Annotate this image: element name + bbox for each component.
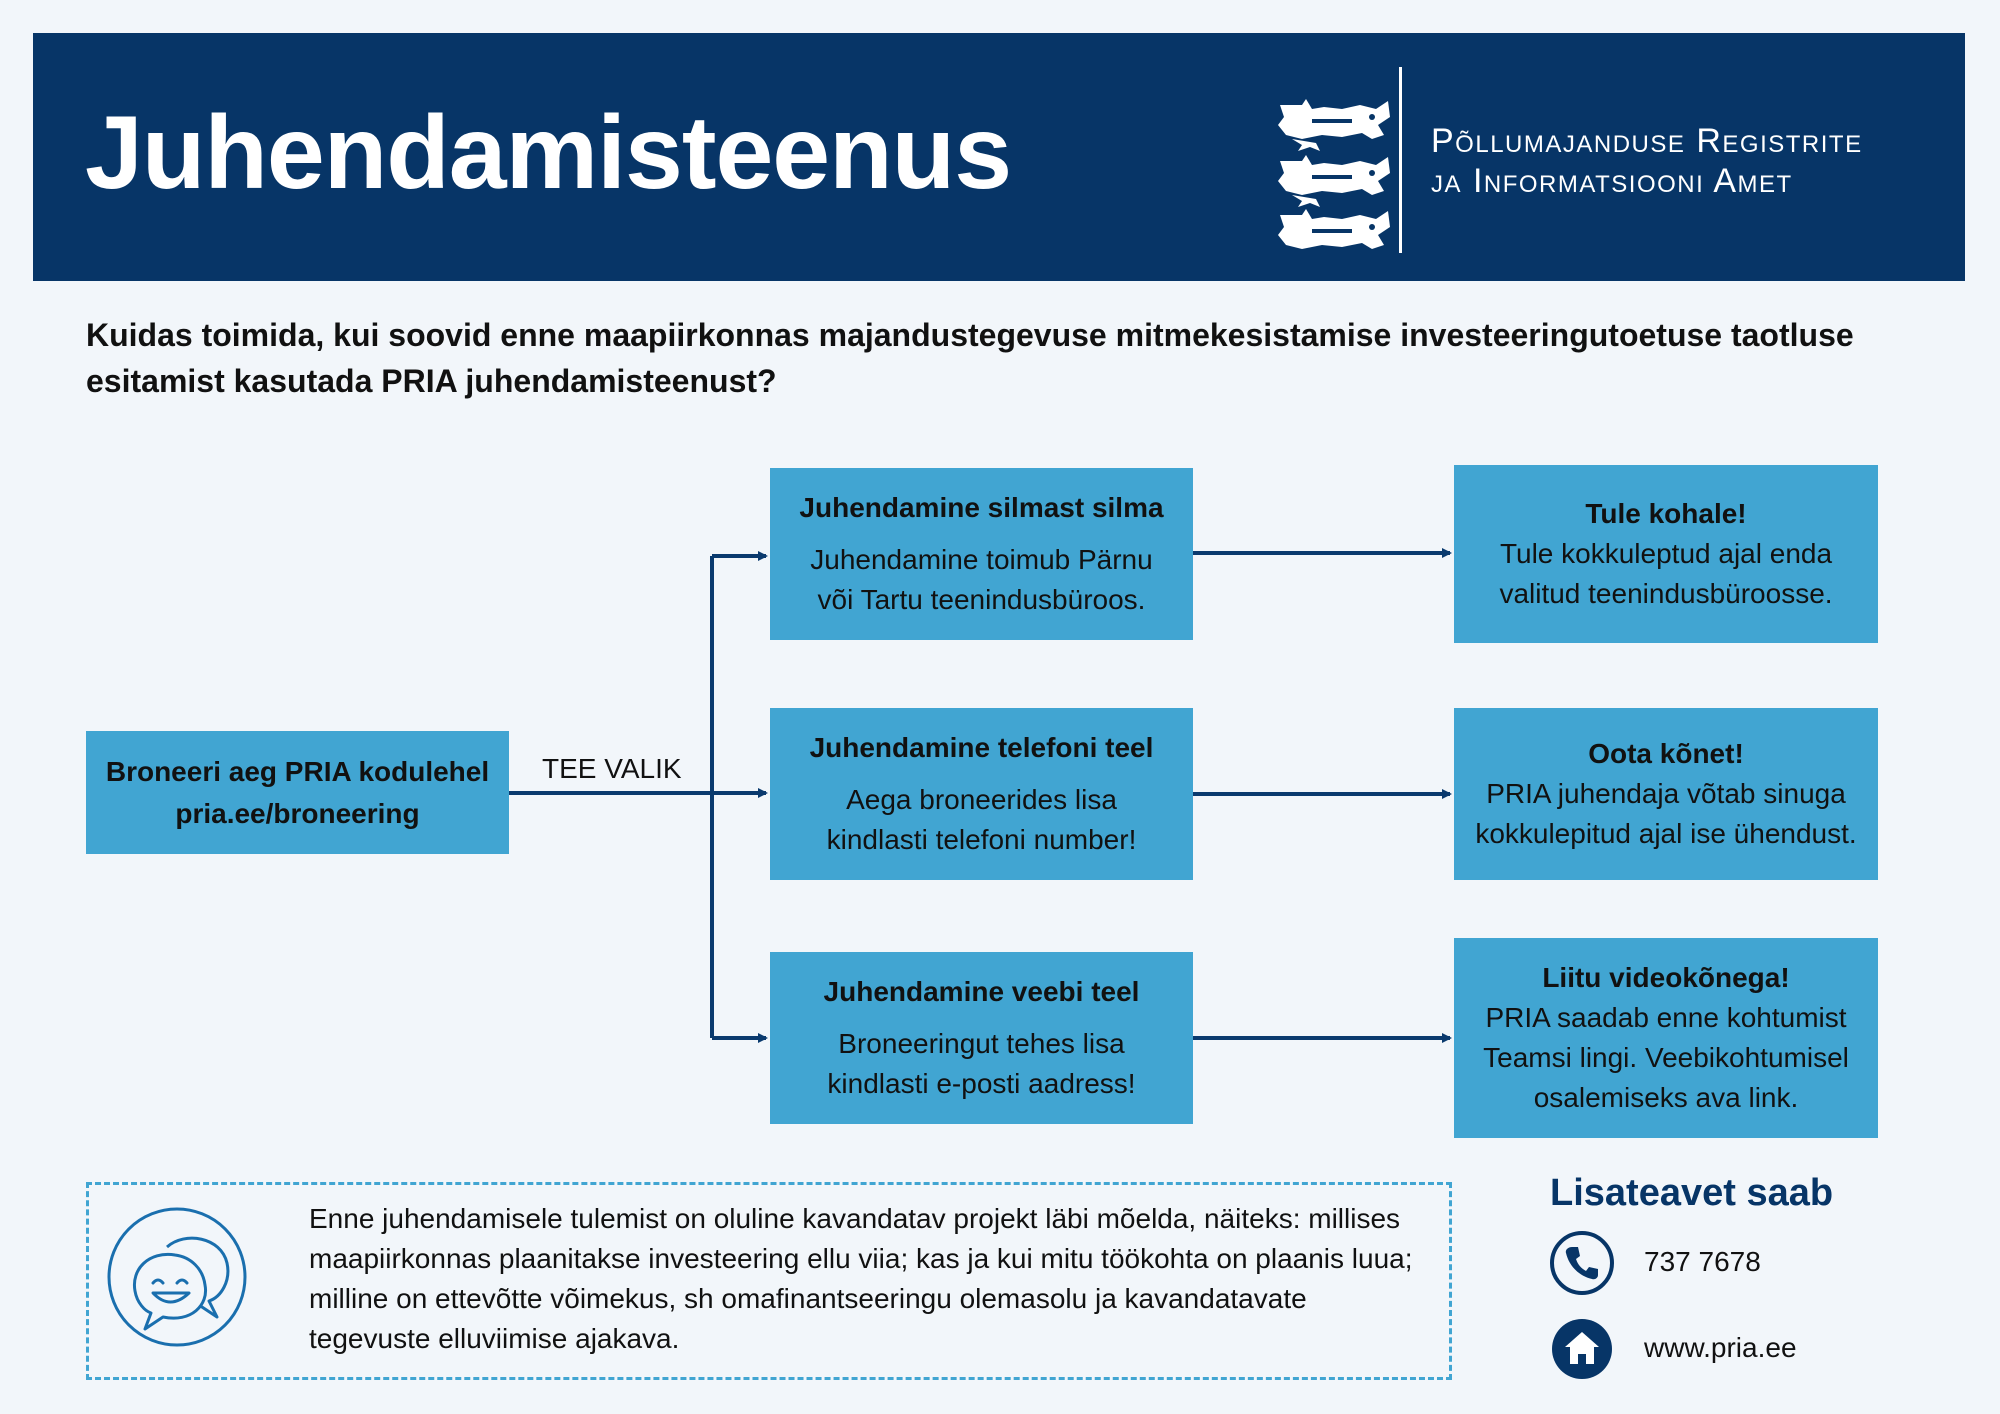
more-info-title: Lisateavet saab	[1550, 1172, 1834, 1214]
result-line: valitud teenindusbüroosse.	[1499, 578, 1833, 609]
option-line: või Tartu teenindusbüroos.	[817, 584, 1146, 615]
result-line: PRIA saadab enne kohtumist	[1485, 1002, 1847, 1033]
start-line1: Broneeri aeg PRIA kodulehel	[105, 755, 490, 787]
option-line: kindlasti telefoni number!	[826, 824, 1137, 855]
website-link[interactable]: www.pria.ee	[1644, 1332, 1797, 1363]
result-line: kokkulepitud ajal ise ühendust.	[1475, 818, 1857, 849]
result-title: Tule kohale!	[1585, 498, 1747, 529]
result-line: PRIA juhendaja võtab sinuga	[1486, 778, 1846, 809]
result-video-call-box	[1454, 938, 1878, 1138]
agency-name-line1: Põllumajanduse Registrite	[1431, 122, 1863, 160]
result-line: osalemiseks ava link.	[1533, 1082, 1799, 1113]
result-wait-call-box	[1454, 708, 1878, 880]
option-web-box	[770, 952, 1193, 1124]
agency-name-line2: ja Informatsiooni Amet	[1431, 162, 1793, 200]
note-box	[86, 1182, 1452, 1380]
phone-number[interactable]: 737 7678	[1644, 1246, 1761, 1277]
option-line: Aega broneerides lisa	[846, 784, 1117, 815]
result-line: Tule kokkuleptud ajal enda	[1499, 538, 1833, 569]
result-title: Liitu videokõnega!	[1542, 962, 1790, 993]
phone-icon	[1549, 1230, 1615, 1296]
option-line: Juhendamine toimub Pärnu	[810, 544, 1153, 575]
choice-label: TEE VALIK	[542, 753, 682, 784]
result-come-box	[1454, 465, 1878, 643]
intro-question: Kuidas toimida, kui soovid enne maapiirkonnas majandustegevuse mitmekesistamise investeeringutoetuse taotluse esitamist kasutada PRIA juhendamisteenust?	[86, 317, 1854, 399]
option-face-to-face-box	[770, 468, 1193, 640]
option-line: Broneeringut tehes lisa	[838, 1028, 1125, 1059]
chat-bubbles-smiley-icon	[105, 1205, 255, 1355]
result-line: Teamsi lingi. Veebikohtumisel	[1483, 1042, 1849, 1073]
option-title: Juhendamine veebi teel	[823, 976, 1140, 1007]
home-icon	[1549, 1316, 1615, 1382]
page-title: Juhendamisteenus	[85, 95, 1012, 211]
agency-name	[1431, 121, 1863, 201]
note-text: Enne juhendamisele tulemist on oluline kavandatav projekt läbi mõelda, näiteks: millises maapiirkonnas plaanitakse investeering ellu viia; kas ja kui mitu töökohta on plaanis luua; milline on ettevõtte võimekus, sh omafinantseeringu olemasolu ja kavandatavate tegevuste elluviimise ajakava.	[309, 1203, 1413, 1354]
option-phone-box	[770, 708, 1193, 880]
option-line: kindlasti e-posti aadress!	[827, 1068, 1136, 1099]
result-title: Oota kõnet!	[1588, 738, 1744, 769]
header-banner	[33, 33, 1965, 281]
option-title: Juhendamine silmast silma	[799, 492, 1164, 523]
start-line2: pria.ee/broneering	[175, 797, 420, 829]
header-divider	[1399, 67, 1402, 253]
option-title: Juhendamine telefoni teel	[809, 732, 1154, 763]
start-booking-box	[86, 731, 509, 854]
estonian-coat-of-arms-icon	[1272, 95, 1396, 261]
